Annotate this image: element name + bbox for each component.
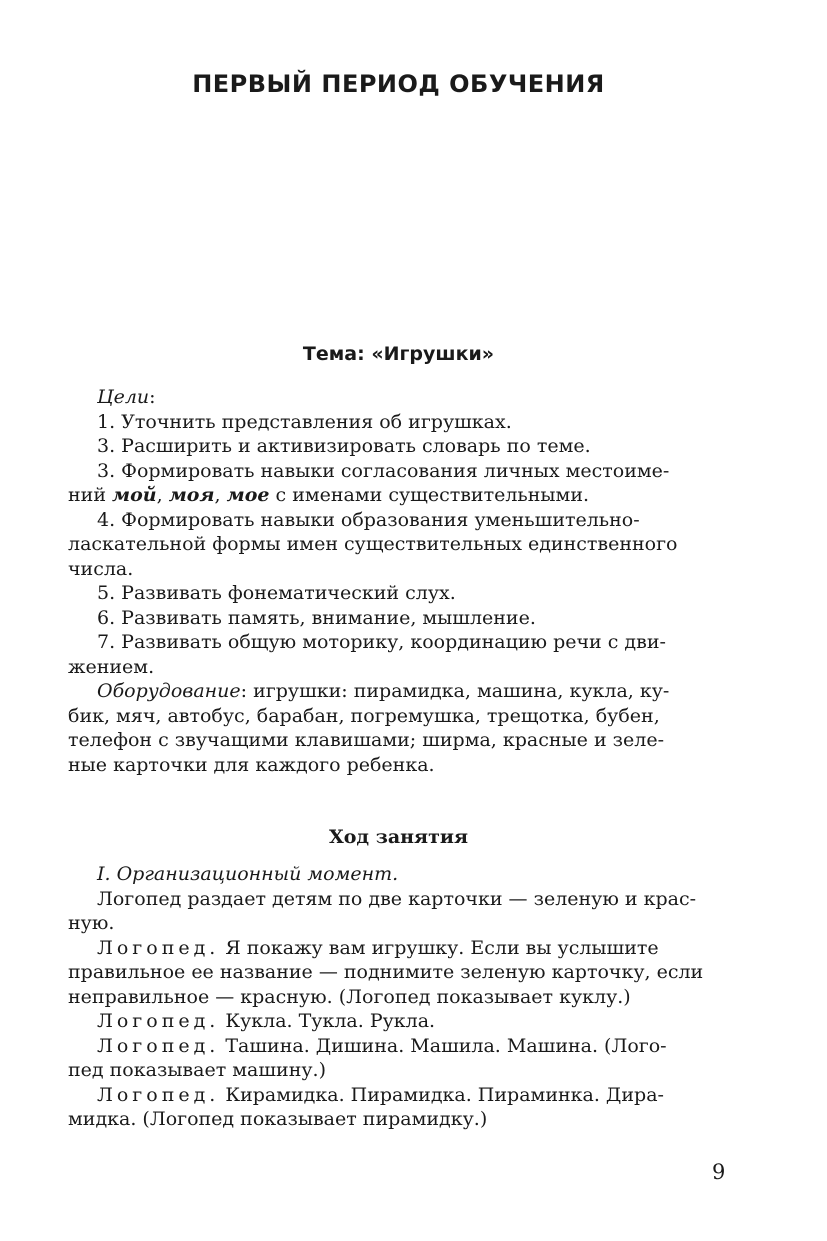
equipment-cont: бик, мяч, автобус, барабан, погремушка, трещотка, бубен, bbox=[68, 704, 660, 727]
goals-label-line bbox=[68, 385, 729, 410]
goal-item-cont bbox=[68, 483, 729, 508]
comma: , bbox=[214, 484, 227, 506]
goals-block bbox=[68, 385, 729, 777]
lesson-title: Ход занятия bbox=[329, 826, 468, 848]
pronoun-moya: моя bbox=[168, 484, 215, 506]
dialog-line bbox=[68, 936, 729, 961]
dialog-cont: мидка. (Логопед показывает пирамидку.) bbox=[68, 1108, 488, 1130]
pronoun-moe: мое bbox=[226, 484, 270, 506]
dialog-line bbox=[68, 1034, 729, 1059]
topic-title: Тема: «Игрушки» bbox=[302, 343, 495, 365]
goal-item-cont: ласкательной формы имен существительных единственного bbox=[68, 533, 678, 555]
dialog-text: Я покажу вам игрушку. Если вы услышите bbox=[219, 936, 659, 959]
equipment-text: : игрушки: пирамидка, машина, кукла, ку- bbox=[240, 680, 670, 702]
dialog-cont: правильное ее название — поднимите зеленую карточку, если bbox=[68, 961, 704, 983]
page-number: 9 bbox=[712, 1160, 726, 1184]
dialog-cont: неправильное — красную. (Логопед показывает куклу.) bbox=[68, 985, 631, 1008]
pronoun-moi: мой bbox=[112, 484, 157, 506]
dialog-text: Ташина. Дишина. Машила. Машина. (Лого- bbox=[219, 1034, 667, 1057]
lesson-block bbox=[68, 862, 729, 1132]
dialog-text: Кирамидка. Пирамидка. Пираминка. Дира- bbox=[219, 1083, 664, 1106]
goal-item: 7. Развивать общую моторику, координацию речи с дви- bbox=[97, 631, 666, 653]
goal-item: 1. Уточнить представления об игрушках. bbox=[97, 410, 512, 433]
goal-item-cont: жением. bbox=[68, 655, 155, 678]
speaker-label: Логопед. bbox=[97, 1010, 220, 1032]
goal-item: 4. Формировать навыки образования уменьшительно- bbox=[97, 508, 640, 531]
page-title: ПЕРВЫЙ ПЕРИОД ОБУЧЕНИЯ bbox=[192, 70, 605, 98]
goal-cont-text: ний bbox=[68, 484, 113, 506]
speaker-label: Логопед. bbox=[97, 1083, 220, 1106]
equipment-cont: ные карточки для каждого ребенка. bbox=[68, 753, 435, 776]
lesson-stage: I. Организационный момент. bbox=[97, 863, 399, 885]
lesson-intro: Логопед раздает детям по две карточки — зеленую и крас- bbox=[97, 887, 697, 910]
goals-label-suffix: : bbox=[149, 386, 156, 408]
dialog-line bbox=[68, 1083, 729, 1108]
goal-item-cont: числа. bbox=[68, 557, 134, 580]
dialog-cont: пед показывает машину.) bbox=[68, 1059, 326, 1081]
equipment-line bbox=[68, 679, 729, 704]
goals-label: Цели bbox=[97, 386, 150, 408]
goal-item: 3. Расширить и активизировать словарь по теме. bbox=[97, 435, 591, 457]
comma: , bbox=[156, 484, 169, 506]
goal-cont-text: с именами существительными. bbox=[269, 484, 590, 506]
dialog-text: Кукла. Тукла. Рукла. bbox=[219, 1010, 436, 1032]
dialog-line bbox=[68, 1009, 729, 1034]
goal-item: 3. Формировать навыки согласования личных местоиме- bbox=[97, 459, 670, 482]
speaker-label: Логопед. bbox=[97, 936, 220, 959]
equipment-cont: телефон с звучащими клавишами; ширма, красные и зеле- bbox=[68, 729, 665, 751]
goal-item: 5. Развивать фонематический слух. bbox=[97, 582, 456, 604]
speaker-label: Логопед. bbox=[97, 1034, 220, 1057]
lesson-intro-cont: ную. bbox=[68, 912, 115, 934]
equipment-label: Оборудование bbox=[97, 680, 241, 702]
goal-item: 6. Развивать память, внимание, мышление. bbox=[97, 606, 536, 629]
